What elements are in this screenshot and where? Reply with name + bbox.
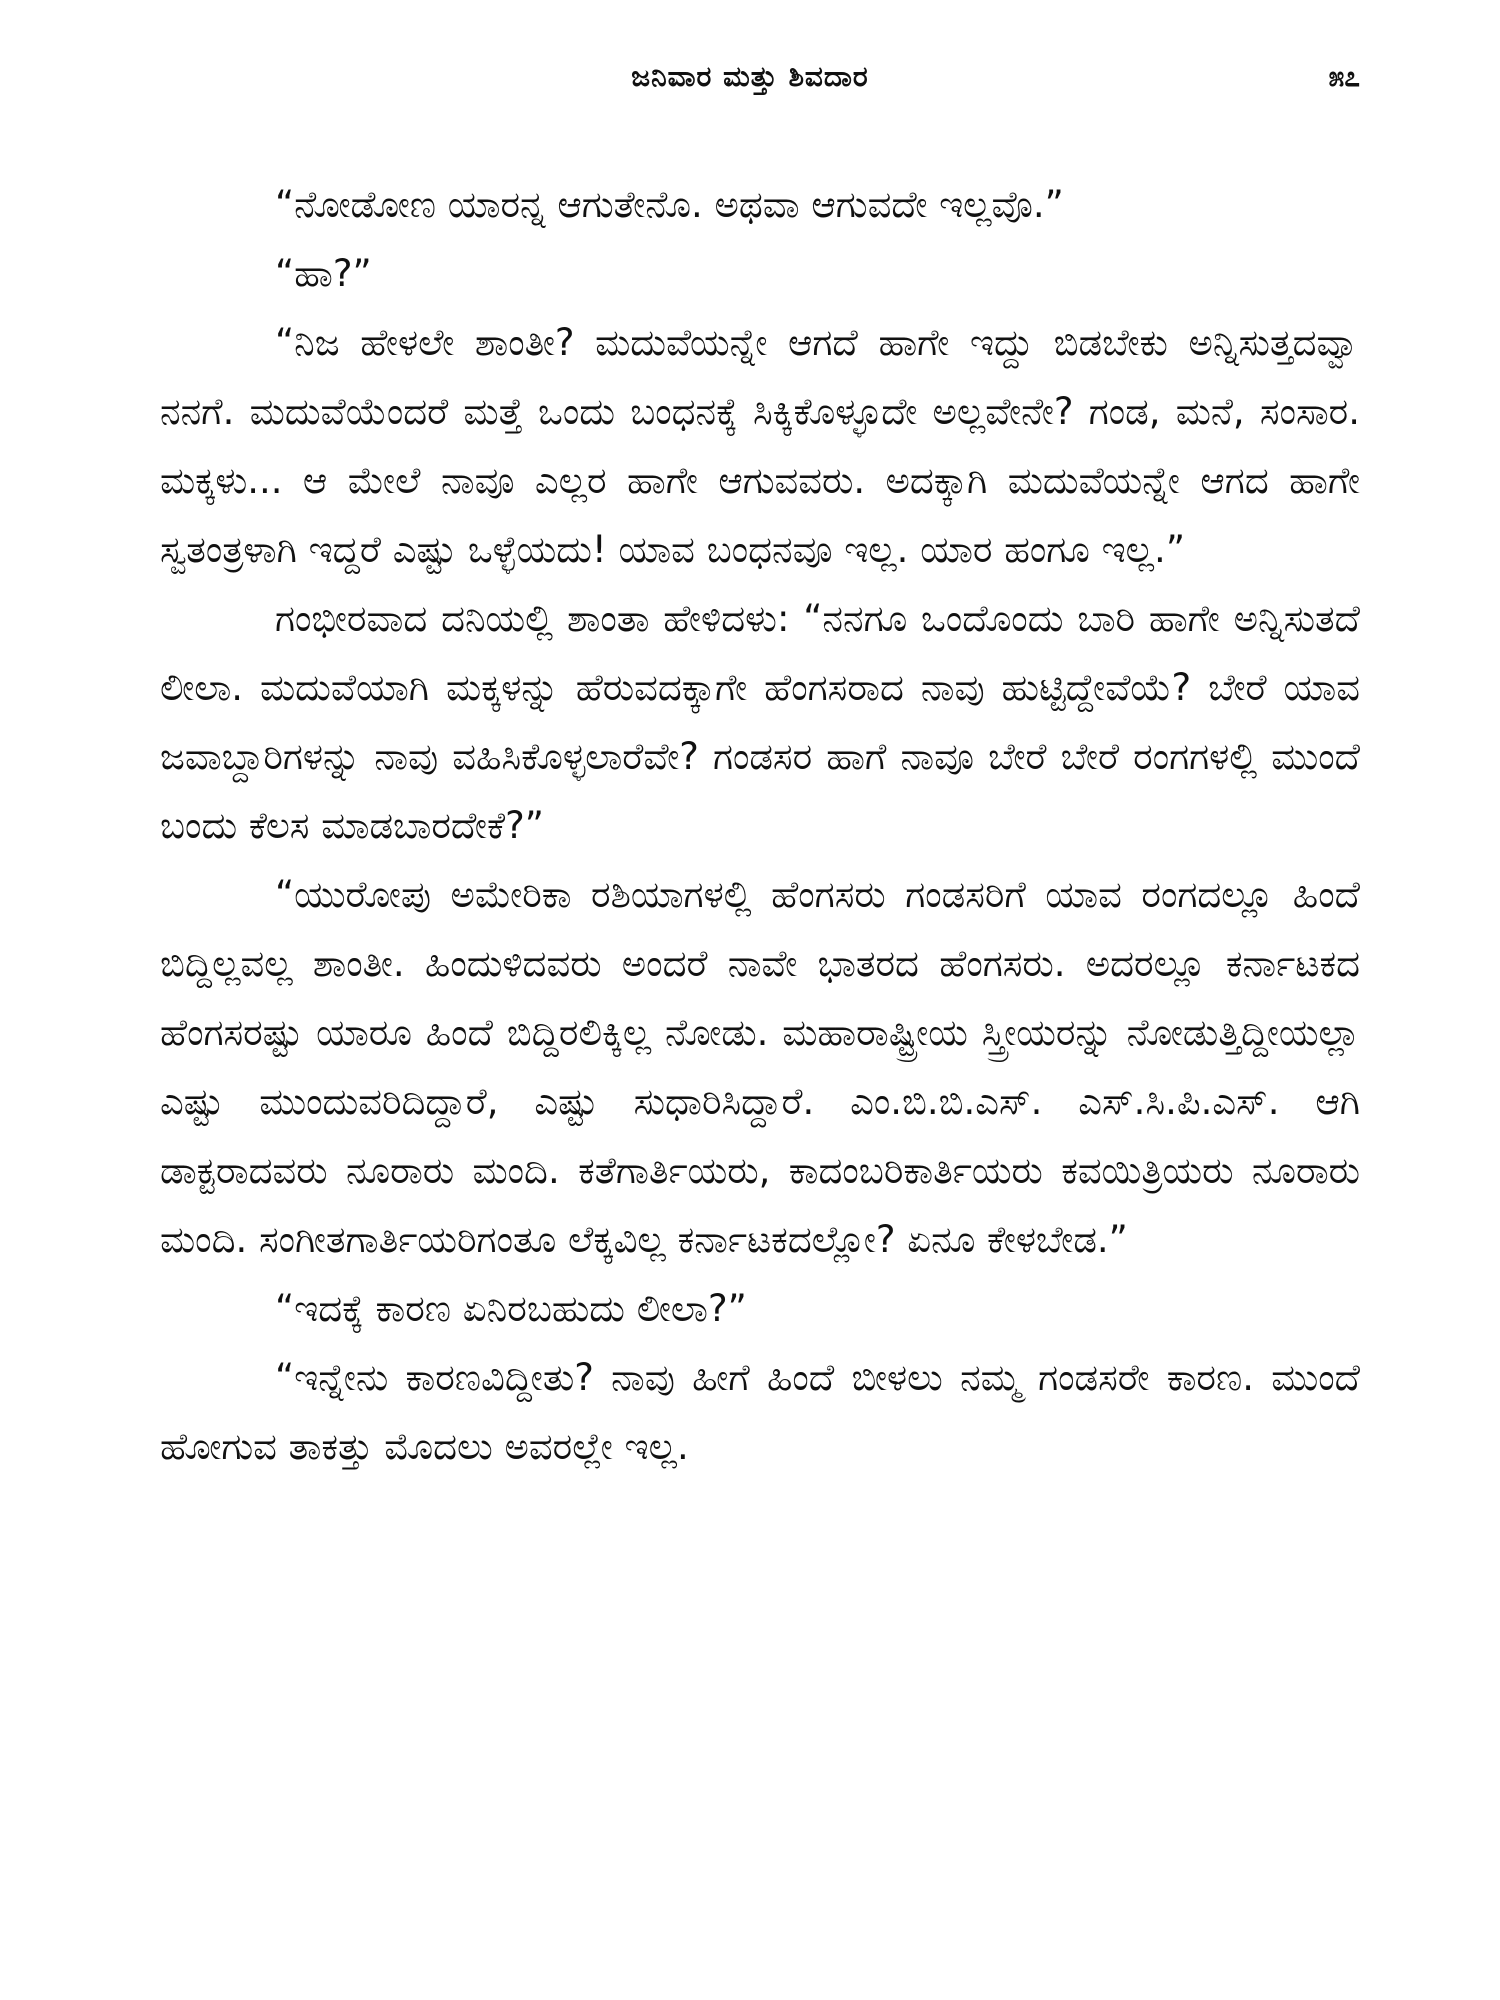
- paragraph: ಗಂಭೀರವಾದ ದನಿಯಲ್ಲಿ ಶಾಂತಾ ಹೇಳಿದಳು: “ನನಗೂ ಒಂದೊಂದು ಬಾರಿ ಹಾಗೇ ಅನ್ನಿಸುತದೆ ಲೀಲಾ. ಮದುವೆಯಾಗಿ ಮಕ್ಕಳನ್ನು ಹೆರುವದಕ್ಕಾಗೇ ಹೆಂಗಸರಾದ ನಾವು ಹುಟ್ಟಿದ್ದೇವೆಯೆ? ಬೇರೆ ಯಾವ ಜವಾಬ್ದಾರಿಗಳನ್ನು ನಾವು ವಹಿಸಿಕೊಳ್ಳಲಾರೆವೇ? ಗಂಡಸರ ಹಾಗೆ ನಾವೂ ಬೇರೆ ಬೇರೆ ರಂಗಗಳಲ್ಲಿ ಮುಂದೆ ಬಂದು ಕೆಲಸ ಮಾಡಬಾರದೇಕೆ?”: [160, 597, 1360, 847]
- running-header: [0, 60, 1500, 110]
- paragraph: “ನೋಡೋಣ ಯಾರನ್ನ ಆಗುತೇನೊ. ಅಥವಾ ಆಗುವದೇ ಇಲ್ಲವೊ.”: [275, 183, 1064, 226]
- paragraph: “ಇದಕ್ಕೆ ಕಾರಣ ಏನಿರಬಹುದು ಲೀಲಾ?”: [275, 1287, 747, 1330]
- body-text: [160, 170, 1360, 1481]
- running-title: ಜನಿವಾರ ಮತ್ತು ಶಿವದಾರ: [631, 60, 869, 93]
- paragraph: “ನಿಜ ಹೇಳಲೇ ಶಾಂತೀ? ಮದುವೆಯನ್ನೇ ಆಗದೆ ಹಾಗೇ ಇದ್ದು ಬಿಡಬೇಕು ಅನ್ನಿಸುತ್ತದವ್ವಾ ನನಗೆ. ಮದುವೆಯೆಂದರೆ ಮತ್ತೆ ಒಂದು ಬಂಧನಕ್ಕೆ ಸಿಕ್ಕಿಕೊಳ್ಳೂದೇ ಅಲ್ಲವೇನೇ? ಗಂಡ, ಮನೆ, ಸಂಸಾರ. ಮಕ್ಕಳು... ಆ ಮೇಲೆ ನಾವೂ ಎಲ್ಲರ ಹಾಗೇ ಆಗುವವರು. ಅದಕ್ಕಾಗಿ ಮದುವೆಯನ್ನೇ ಆಗದ ಹಾಗೇ ಸ್ವತಂತ್ರಳಾಗಿ ಇದ್ದರೆ ಎಷ್ಟು ಒಳ್ಳೆಯದು! ಯಾವ ಬಂಧನವೂ ಇಲ್ಲ. ಯಾರ ಹಂಗೂ ಇಲ್ಲ.”: [160, 321, 1360, 571]
- paragraph: “ಯುರೋಪು ಅಮೇರಿಕಾ ರಶಿಯಾಗಳಲ್ಲಿ ಹೆಂಗಸರು ಗಂಡಸರಿಗೆ ಯಾವ ರಂಗದಲ್ಲೂ ಹಿಂದೆ ಬಿದ್ದಿಲ್ಲವಲ್ಲ ಶಾಂತೀ. ಹಿಂದುಳಿದವರು ಅಂದರೆ ನಾವೇ ಭಾತರದ ಹೆಂಗಸರು. ಅದರಲ್ಲೂ ಕರ್ನಾಟಕದ ಹೆಂಗಸರಷ್ಟು ಯಾರೂ ಹಿಂದೆ ಬಿದ್ದಿರಲಿಕ್ಕಿಲ್ಲ ನೋಡು. ಮಹಾರಾಷ್ಟ್ರೀಯ ಸ್ತ್ರೀಯರನ್ನು ನೋಡುತ್ತಿದ್ದೀಯಲ್ಲಾ ಎಷ್ಟು ಮುಂದುವರಿದಿದ್ದಾರೆ, ಎಷ್ಟು ಸುಧಾರಿಸಿದ್ದಾರೆ. ಎಂ.ಬಿ.ಬಿ.ಎಸ್. ಎಸ್.ಸಿ.ಪಿ.ಎಸ್. ಆಗಿ ಡಾಕ್ಟರಾದವರು ನೂರಾರು ಮಂದಿ. ಕತೆಗಾರ್ತಿಯರು, ಕಾದಂಬರಿಕಾರ್ತಿಯರು ಕವಯಿತ್ರಿಯರು ನೂರಾರು ಮಂದಿ. ಸಂಗೀತಗಾರ್ತಿಯರಿಗಂತೂ ಲೆಕ್ಕವಿಲ್ಲ ಕರ್ನಾಟಕದಲ್ಲೋ? ಏನೂ ಕೇಳಬೇಡ.”: [160, 873, 1360, 1261]
- page-number: ೫೭: [1328, 60, 1360, 93]
- paragraph: “ಹಾ?”: [275, 252, 372, 295]
- paragraph: “ಇನ್ನೇನು ಕಾರಣವಿದ್ದೀತು? ನಾವು ಹೀಗೆ ಹಿಂದೆ ಬೀಳಲು ನಮ್ಮ ಗಂಡಸರೇ ಕಾರಣ. ಮುಂದೆ ಹೋಗುವ ತಾಕತ್ತು ಮೊದಲು ಅವರಲ್ಲೇ ಇಲ್ಲ.: [160, 1356, 1360, 1468]
